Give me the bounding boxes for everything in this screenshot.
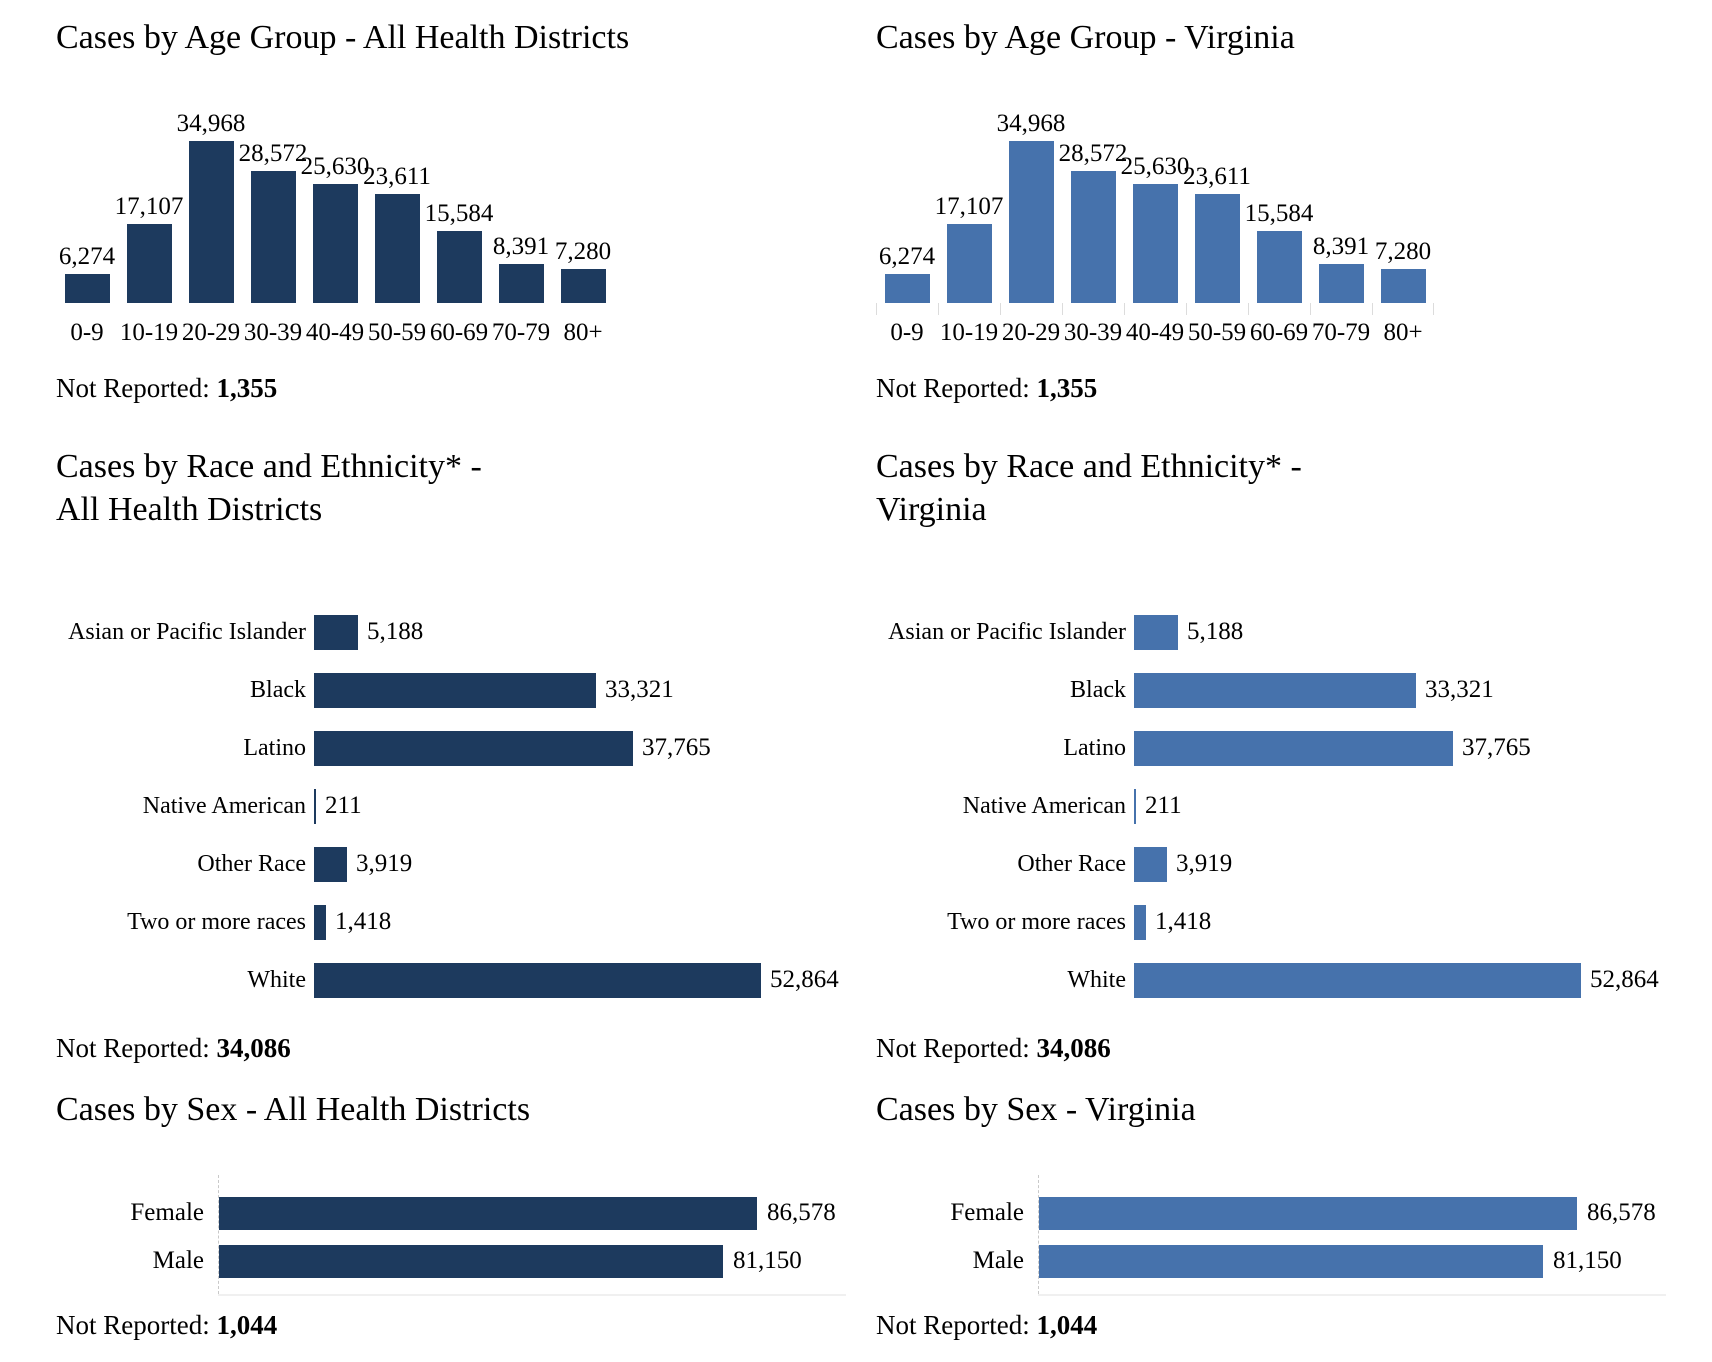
chart-title-line: Virginia xyxy=(876,491,987,528)
not-reported-value: 1,355 xyxy=(1036,373,1098,403)
axis-ticks-row xyxy=(56,303,876,315)
chart-title-line: Cases by Sex - All Health Districts xyxy=(56,1091,531,1128)
bar-value-label: 34,968 xyxy=(176,110,246,137)
bar-value-label: 1,418 xyxy=(1155,908,1212,935)
bar-value-label: 34,968 xyxy=(996,110,1066,137)
axis-category-label-70-79: 70-79 xyxy=(1311,319,1371,346)
bar-black[interactable] xyxy=(1134,673,1416,708)
bar-value-label: 25,630 xyxy=(1120,153,1190,180)
chart-title-line: Cases by Race and Ethnicity* - xyxy=(876,448,1302,485)
bar-value-label: 17,107 xyxy=(934,193,1004,220)
bar-male[interactable] xyxy=(1039,1245,1543,1278)
axis-category-label-50-59: 50-59 xyxy=(367,319,427,346)
axis-category-label-asian-or-pacific-islander: Asian or Pacific Islander xyxy=(888,618,1126,645)
bar-value-label: 86,578 xyxy=(1587,1199,1656,1226)
bar-row-other-race xyxy=(876,835,1712,893)
bar-70-79[interactable] xyxy=(499,264,544,303)
axis-category-label-60-69: 60-69 xyxy=(429,319,489,346)
bar-row-asian-or-pacific-islander xyxy=(56,603,876,661)
bar-latino[interactable] xyxy=(1134,731,1453,766)
axis-category-label-40-49: 40-49 xyxy=(1125,319,1185,346)
bar-band-40-49 xyxy=(1120,105,1190,303)
bar-value-label: 6,274 xyxy=(58,243,116,270)
axis-category-label-0-9: 0-9 xyxy=(70,319,104,346)
axis-ticks-row xyxy=(876,303,1712,315)
bar-row-native-american xyxy=(876,777,1712,835)
bar-value-label: 15,584 xyxy=(424,200,494,227)
not-reported-label: Not Reported: xyxy=(876,1033,1030,1063)
bar-value-label: 211 xyxy=(325,792,362,819)
axis-tick xyxy=(118,303,180,315)
axis-category-label-60-69: 60-69 xyxy=(1249,319,1309,346)
category-axis xyxy=(876,315,1712,347)
axis-tick xyxy=(428,303,490,315)
race-bar-chart xyxy=(56,603,876,1009)
bar-row-male xyxy=(56,1237,846,1285)
axis-tick xyxy=(876,303,938,315)
bar-other-race[interactable] xyxy=(1134,847,1167,882)
axis-tick xyxy=(552,303,614,315)
bar-band-0-9 xyxy=(56,105,118,303)
bar-value-label: 37,765 xyxy=(1462,734,1531,761)
bar-black[interactable] xyxy=(314,673,596,708)
axis-category-label-30-39: 30-39 xyxy=(1063,319,1123,346)
axis-category-label-native-american: Native American xyxy=(962,792,1126,819)
chart-title-line: Cases by Age Group - All Health Districts xyxy=(56,19,630,56)
bar-row-white xyxy=(56,951,876,1009)
bar-value-label: 3,919 xyxy=(356,850,413,877)
bar-value-label: 86,578 xyxy=(767,1199,836,1226)
axis-category-label-80: 80+ xyxy=(563,319,603,346)
bar-value-label: 23,611 xyxy=(363,163,431,190)
bar-band-60-69 xyxy=(424,105,494,303)
axis-tick xyxy=(180,303,242,315)
not-reported-note xyxy=(56,1033,876,1064)
bar-value-label: 28,572 xyxy=(1058,140,1128,167)
bar-band-70-79 xyxy=(490,105,552,303)
axis-tick xyxy=(938,303,1000,315)
bar-native-american[interactable] xyxy=(1134,789,1136,824)
bar-50-59[interactable] xyxy=(1195,194,1240,303)
bar-band-60-69 xyxy=(1244,105,1314,303)
bar-white[interactable] xyxy=(1134,963,1581,998)
bar-80[interactable] xyxy=(561,269,606,303)
bar-value-label: 7,280 xyxy=(554,238,612,265)
bar-value-label: 52,864 xyxy=(770,966,839,993)
bar-value-label: 15,584 xyxy=(1244,200,1314,227)
bar-value-label: 3,919 xyxy=(1176,850,1233,877)
bar-value-label: 81,150 xyxy=(1553,1247,1622,1274)
bar-row-female xyxy=(876,1189,1666,1237)
bar-60-69[interactable] xyxy=(1257,231,1302,303)
bar-band-10-19 xyxy=(114,105,184,303)
not-reported-label: Not Reported: xyxy=(56,373,210,403)
bar-60-69[interactable] xyxy=(437,231,482,303)
bar-two-or-more-races[interactable] xyxy=(314,905,326,940)
bar-40-49[interactable] xyxy=(313,184,358,303)
bar-band-10-19 xyxy=(934,105,1004,303)
race-bar-chart xyxy=(876,603,1712,1009)
bar-value-label: 1,418 xyxy=(335,908,392,935)
bar-band-50-59 xyxy=(363,105,431,303)
not-reported-value: 1,044 xyxy=(1036,1310,1098,1340)
chart-title xyxy=(56,1088,876,1131)
axis-tick xyxy=(1372,303,1434,315)
bar-row-latino xyxy=(56,719,876,777)
not-reported-label: Not Reported: xyxy=(876,1310,1030,1340)
bars-area xyxy=(876,105,1712,303)
not-reported-value: 34,086 xyxy=(216,1033,291,1063)
bar-value-label: 5,188 xyxy=(1187,618,1244,645)
chart-cases-by-age-group-virginia xyxy=(876,0,1712,427)
bar-other-race[interactable] xyxy=(314,847,347,882)
bar-row-female xyxy=(56,1189,846,1237)
bar-native-american[interactable] xyxy=(314,789,316,824)
axis-tick xyxy=(1310,303,1372,315)
bar-30-39[interactable] xyxy=(251,171,296,303)
bar-row-other-race xyxy=(56,835,876,893)
bar-latino[interactable] xyxy=(314,731,633,766)
bar-band-50-59 xyxy=(1183,105,1251,303)
axis-category-label-10-19: 10-19 xyxy=(119,319,179,346)
axis-category-label-two-or-more-races: Two or more races xyxy=(947,908,1126,935)
bar-asian-or-pacific-islander[interactable] xyxy=(1134,615,1178,650)
bar-band-20-29 xyxy=(996,105,1066,303)
bar-value-label: 8,391 xyxy=(492,233,550,260)
not-reported-note xyxy=(876,1310,1712,1341)
not-reported-note xyxy=(56,1310,876,1341)
bar-value-label: 8,391 xyxy=(1312,233,1370,260)
axis-category-label-latino: Latino xyxy=(1063,734,1126,761)
chart-title-line: Cases by Age Group - Virginia xyxy=(876,19,1295,56)
bar-value-label: 37,765 xyxy=(642,734,711,761)
sex-bar-chart xyxy=(56,1181,846,1294)
age-bar-chart xyxy=(876,105,1712,347)
bar-band-40-49 xyxy=(300,105,370,303)
bar-band-80 xyxy=(1372,105,1434,303)
chart-title-line: All Health Districts xyxy=(56,491,323,528)
axis-category-label-black: Black xyxy=(250,676,306,703)
bar-row-native-american xyxy=(56,777,876,835)
axis-category-label-white: White xyxy=(1067,966,1126,993)
bar-10-19[interactable] xyxy=(947,224,992,303)
bar-row-black xyxy=(56,661,876,719)
bar-row-male xyxy=(876,1237,1666,1285)
bar-value-label: 28,572 xyxy=(238,140,308,167)
bar-row-latino xyxy=(876,719,1712,777)
bar-0-9[interactable] xyxy=(885,274,930,303)
bar-value-label: 25,630 xyxy=(300,153,370,180)
axis-tick xyxy=(1248,303,1310,315)
chart-title xyxy=(876,445,1712,531)
bars-area xyxy=(56,105,876,303)
bar-value-label: 52,864 xyxy=(1590,966,1659,993)
axis-category-label-30-39: 30-39 xyxy=(243,319,303,346)
bar-band-30-39 xyxy=(1058,105,1128,303)
chart-title xyxy=(876,1088,1712,1131)
bar-band-70-79 xyxy=(1310,105,1372,303)
chart-title xyxy=(56,445,876,531)
bar-30-39[interactable] xyxy=(1071,171,1116,303)
bar-value-label: 5,188 xyxy=(367,618,424,645)
axis-tick xyxy=(1124,303,1186,315)
bar-male[interactable] xyxy=(219,1245,723,1278)
age-bar-chart xyxy=(56,105,876,347)
bar-female[interactable] xyxy=(1039,1197,1577,1230)
bar-band-80 xyxy=(552,105,614,303)
axis-category-label-70-79: 70-79 xyxy=(491,319,551,346)
bar-value-label: 7,280 xyxy=(1374,238,1432,265)
axis-category-label-other-race: Other Race xyxy=(1017,850,1126,877)
bar-0-9[interactable] xyxy=(65,274,110,303)
bar-40-49[interactable] xyxy=(1133,184,1178,303)
chart-title xyxy=(56,16,876,59)
axis-category-label-40-49: 40-49 xyxy=(305,319,365,346)
bar-70-79[interactable] xyxy=(1319,264,1364,303)
chart-cases-by-race-ethnicity-all-health-districts xyxy=(56,427,876,1074)
bar-10-19[interactable] xyxy=(127,224,172,303)
axis-category-label-asian-or-pacific-islander: Asian or Pacific Islander xyxy=(68,618,306,645)
chart-title-line: Cases by Sex - Virginia xyxy=(876,1091,1196,1128)
bar-value-label: 211 xyxy=(1145,792,1182,819)
bar-value-label: 23,611 xyxy=(1183,163,1251,190)
bar-value-label: 33,321 xyxy=(1425,676,1494,703)
chart-cases-by-sex-virginia xyxy=(876,1074,1712,1362)
axis-category-label-native-american: Native American xyxy=(142,792,306,819)
bar-value-label: 6,274 xyxy=(878,243,936,270)
bar-band-30-39 xyxy=(238,105,308,303)
bar-female[interactable] xyxy=(219,1197,757,1230)
axis-tick xyxy=(1000,303,1062,315)
axis-category-label-50-59: 50-59 xyxy=(1187,319,1247,346)
not-reported-note xyxy=(876,373,1712,404)
axis-category-label-80: 80+ xyxy=(1383,319,1423,346)
not-reported-note xyxy=(876,1033,1712,1064)
bar-band-0-9 xyxy=(876,105,938,303)
bar-row-black xyxy=(876,661,1712,719)
bar-row-asian-or-pacific-islander xyxy=(876,603,1712,661)
axis-category-label-black: Black xyxy=(1070,676,1126,703)
bar-band-20-29 xyxy=(176,105,246,303)
axis-category-label-white: White xyxy=(247,966,306,993)
axis-category-label-20-29: 20-29 xyxy=(181,319,241,346)
bar-value-label: 17,107 xyxy=(114,193,184,220)
not-reported-label: Not Reported: xyxy=(56,1033,210,1063)
axis-category-label-latino: Latino xyxy=(243,734,306,761)
bar-row-two-or-more-races xyxy=(876,893,1712,951)
bar-50-59[interactable] xyxy=(375,194,420,303)
bar-two-or-more-races[interactable] xyxy=(1134,905,1146,940)
bar-row-white xyxy=(876,951,1712,1009)
axis-category-label-other-race: Other Race xyxy=(197,850,306,877)
bar-20-29[interactable] xyxy=(189,141,234,303)
bar-value-label: 33,321 xyxy=(605,676,674,703)
not-reported-value: 34,086 xyxy=(1036,1033,1111,1063)
axis-category-label-male: Male xyxy=(152,1247,204,1274)
not-reported-value: 1,044 xyxy=(216,1310,278,1340)
axis-tick xyxy=(56,303,118,315)
axis-tick xyxy=(1186,303,1248,315)
axis-tick xyxy=(1062,303,1124,315)
chart-cases-by-age-group-all-health-districts xyxy=(56,0,876,427)
not-reported-label: Not Reported: xyxy=(876,373,1030,403)
axis-category-label-male: Male xyxy=(972,1247,1024,1274)
not-reported-value: 1,355 xyxy=(216,373,278,403)
axis-tick xyxy=(304,303,366,315)
axis-category-label-20-29: 20-29 xyxy=(1001,319,1061,346)
chart-cases-by-sex-all-health-districts xyxy=(56,1074,876,1362)
bar-80[interactable] xyxy=(1381,269,1426,303)
axis-tick xyxy=(242,303,304,315)
bar-20-29[interactable] xyxy=(1009,141,1054,303)
chart-title xyxy=(876,16,1712,59)
axis-tick xyxy=(490,303,552,315)
axis-tick xyxy=(366,303,428,315)
chart-title-line: Cases by Race and Ethnicity* - xyxy=(56,448,482,485)
category-axis xyxy=(56,315,876,347)
axis-category-label-10-19: 10-19 xyxy=(939,319,999,346)
bar-value-label: 81,150 xyxy=(733,1247,802,1274)
not-reported-note xyxy=(56,373,876,404)
axis-category-label-0-9: 0-9 xyxy=(890,319,924,346)
axis-category-label-two-or-more-races: Two or more races xyxy=(127,908,306,935)
axis-category-label-female: Female xyxy=(130,1199,204,1226)
sex-bar-chart xyxy=(876,1181,1666,1294)
axis-category-label-female: Female xyxy=(950,1199,1024,1226)
bar-asian-or-pacific-islander[interactable] xyxy=(314,615,358,650)
bar-white[interactable] xyxy=(314,963,761,998)
chart-cases-by-race-ethnicity-virginia xyxy=(876,427,1712,1074)
bar-row-two-or-more-races xyxy=(56,893,876,951)
not-reported-label: Not Reported: xyxy=(56,1310,210,1340)
